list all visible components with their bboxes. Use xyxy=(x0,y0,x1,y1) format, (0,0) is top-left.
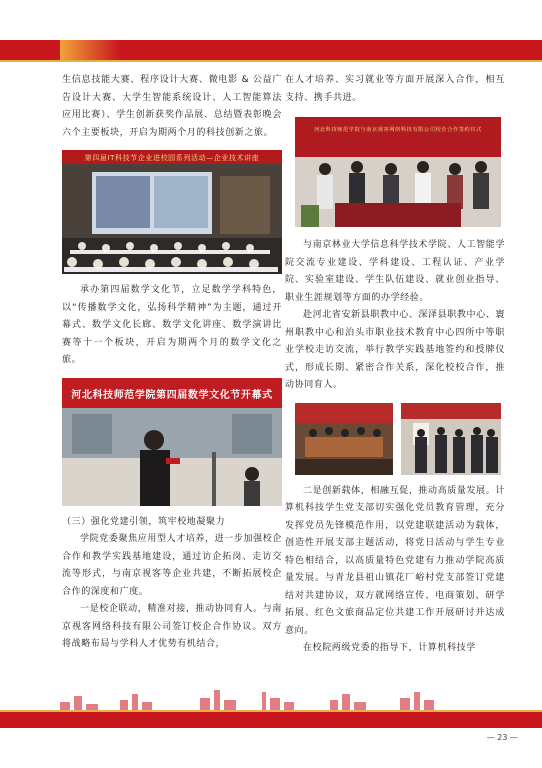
footer-skyline xyxy=(0,688,542,728)
photo-math-festival xyxy=(62,378,282,506)
lecture-hall-image xyxy=(62,150,282,274)
right-paragraph-1: 在人才培养、实习就业等方面开展深入合作，相互支持、携手共进。 xyxy=(285,75,505,103)
photo2-banner-text: 河北科技师范学院第四届数学文化节开幕式 xyxy=(71,389,273,401)
left-column xyxy=(62,72,282,654)
right-paragraph-3: 赴河北省安新县职教中心、深泽县职教中心、寰州职教中心和泊头市职业技术教育中心四所中等职业学校走访交流，举行教学实践基地签约和授牌仪式，形成长期、紧密合作关系，深化校校合作，推动协同育人。 xyxy=(285,310,505,390)
photo-row-vocational xyxy=(295,403,501,475)
signing-ceremony-image xyxy=(295,117,501,227)
math-festival-image xyxy=(62,378,282,506)
page-number: — 23 — xyxy=(486,733,518,742)
section-heading: （三）强化党建引领，筑牢校地凝聚力 xyxy=(62,516,226,527)
photo3-banner-text: 河北科技师范学院与南京视客网络科技有限公司校企合作签约仪式 xyxy=(314,127,482,133)
header-banner-highlight xyxy=(60,40,120,60)
photo-vocational-visit xyxy=(295,403,393,475)
left-paragraph-4: 一是校企联动，精准对接，推动协同育人。与南京视客网络科技有限公司签订校企合作协议。双方将战略布局与学科人才优势有机结合， xyxy=(62,604,282,649)
left-paragraph-3: 学院党委聚焦应用型人才培养，进一步加强校企合作和教学实践基地建设，通过访企拓岗、走访交流等形式，与南京视客等企业共建，不断拓展校企合作的深度和广度。 xyxy=(62,534,282,597)
photo-tech-lecture xyxy=(62,150,282,274)
photo-plaque-ceremony xyxy=(401,403,501,475)
photo-signing-ceremony xyxy=(295,117,501,227)
left-paragraph-2: 承办第四届数学文化节，立足数学学科特色，以“传播数学文化，弘扬科学精神”为主题，通过开幕式、数学文化长廊、数学文化讲座、数学演讲比赛等十一个板块，开启为期两个月的数学文化之旅。 xyxy=(62,285,282,365)
right-paragraph-4: 二是创新载体，相融互促，推动高质量发展。计算机科技学生党支部切实强化党员教育管理，充分发挥党员先锋模范作用，以党建联建活动为载体，创造性开展支部主题活动，将党日活动与学生专业特色相结合，以高质量特色党建有力推动学院高质量发展。与青龙县祖山镇花厂峪村党支部签订党建结对共建协议，双方就网络宣传、电商策划、研学拓展、红色文旅商品定位共建工作开展研讨并达成意向。 xyxy=(285,485,505,636)
right-column xyxy=(285,72,505,658)
plaque-ceremony-image xyxy=(401,403,501,475)
photo1-banner-text: 第四届IT科技节企业进校园系列活动—企业技术讲座 xyxy=(84,154,260,162)
left-paragraph-1: 生信息技能大赛、程序设计大赛、微电影 & 公益广告设计大赛、大学生智能系统设计、人工智能算法应用比赛）、学生创新获奖作品展、总结暨表彰晚会六个主要板块，开启为期两个月的科技创新之旅。 xyxy=(62,75,282,138)
header-gold-rule xyxy=(0,60,542,62)
right-paragraph-2: 与南京林业大学信息科学技术学院、人工智能学院交流专业建设、学科建设、工程认证、产业学院、实验室建设、学生队伍建设、就业创业指导、职业生涯规划等方面的办学经验。 xyxy=(285,240,505,303)
vocational-meeting-image xyxy=(295,403,393,475)
right-paragraph-5: 在校院两级党委的指导下，计算机科技学 xyxy=(303,643,476,653)
